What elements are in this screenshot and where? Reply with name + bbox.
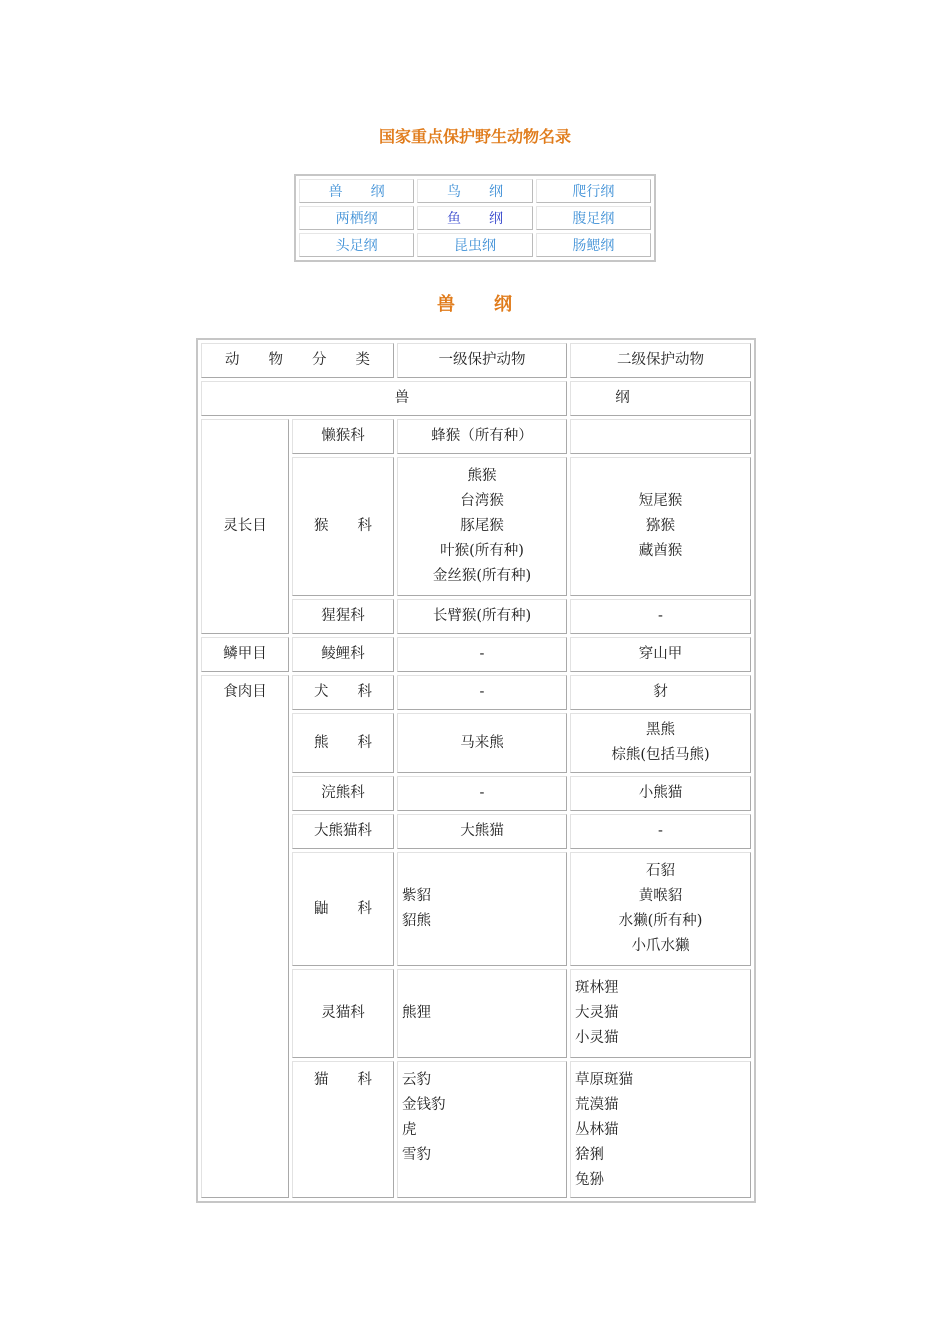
mammal-protection-table: [196, 338, 756, 1203]
family-cell: 懒猴科: [292, 419, 394, 454]
second-level-cell: 草原斑猫 荒漠猫 丛林猫 猞猁 兔狲: [570, 1061, 751, 1198]
first-level-cell: 熊猴 台湾猴 豚尾猴 叶猴(所有种) 金丝猴(所有种): [397, 457, 567, 596]
second-level-cell: [570, 419, 751, 454]
class-label-left: 兽: [201, 381, 567, 416]
first-level-cell: 马来熊: [397, 713, 567, 773]
table-row: [201, 637, 751, 672]
order-cell: 食肉目: [201, 675, 289, 1198]
nav-link-cephalopods[interactable]: 头足纲: [299, 233, 414, 257]
header-second-level: 二级保护动物: [570, 343, 751, 378]
second-level-cell: -: [570, 814, 751, 849]
nav-link-amphibians[interactable]: 两栖纲: [299, 206, 414, 230]
second-level-cell: -: [570, 599, 751, 634]
nav-link-birds[interactable]: 鸟 纲: [417, 179, 532, 203]
order-cell: 鳞甲目: [201, 637, 289, 672]
first-level-cell: 熊狸: [397, 969, 567, 1058]
family-cell: 浣熊科: [292, 776, 394, 811]
page-title: 国家重点保护野生动物名录: [378, 127, 571, 146]
second-level-cell: 小熊猫: [570, 776, 751, 811]
header-classification: 动 物 分 类: [201, 343, 394, 378]
second-level-cell: 黑熊 棕熊(包括马熊): [570, 713, 751, 773]
header-row: [201, 343, 751, 378]
first-level-cell: 大熊猫: [397, 814, 567, 849]
family-cell: 猫 科: [292, 1061, 394, 1198]
first-level-cell: -: [397, 776, 567, 811]
class-row: [201, 381, 751, 416]
second-level-cell: 斑林狸 大灵猫 小灵猫: [570, 969, 751, 1058]
second-level-cell: 豺: [570, 675, 751, 710]
first-level-cell: -: [397, 637, 567, 672]
family-cell: 灵猫科: [292, 969, 394, 1058]
nav-link-reptiles[interactable]: 爬行纲: [536, 179, 651, 203]
header-first-level: 一级保护动物: [397, 343, 567, 378]
first-level-cell: 云豹 金钱豹 虎 雪豹: [397, 1061, 567, 1198]
second-level-cell: 短尾猴 猕猴 藏酋猴: [570, 457, 751, 596]
second-level-cell: 穿山甲: [570, 637, 751, 672]
family-cell: 熊 科: [292, 713, 394, 773]
family-cell: 鼬 科: [292, 852, 394, 966]
family-cell: 犬 科: [292, 675, 394, 710]
nav-link-gastropods[interactable]: 腹足纲: [536, 206, 651, 230]
class-label-right: 纲: [570, 381, 751, 416]
order-cell: 灵长目: [201, 419, 289, 634]
first-level-cell: 长臂猴(所有种): [397, 599, 567, 634]
first-level-cell: 蜂猴（所有种）: [397, 419, 567, 454]
family-cell: 猴 科: [292, 457, 394, 596]
nav-link-fish[interactable]: 鱼 纲: [417, 206, 532, 230]
section-title: 兽 纲: [437, 294, 513, 315]
second-level-cell: 石貂 黄喉貂 水獭(所有种) 小爪水獭: [570, 852, 751, 966]
family-cell: 大熊猫科: [292, 814, 394, 849]
nav-link-enteropneusts[interactable]: 肠鳃纲: [536, 233, 651, 257]
table-row: [201, 675, 751, 710]
nav-link-mammals[interactable]: 兽 纲: [299, 179, 414, 203]
table-row: [201, 419, 751, 454]
nav-link-insects[interactable]: 昆虫纲: [417, 233, 532, 257]
family-cell: 猩猩科: [292, 599, 394, 634]
first-level-cell: -: [397, 675, 567, 710]
class-nav-table: [294, 174, 656, 262]
first-level-cell: 紫貂 貂熊: [397, 852, 567, 966]
family-cell: 鲮鲤科: [292, 637, 394, 672]
